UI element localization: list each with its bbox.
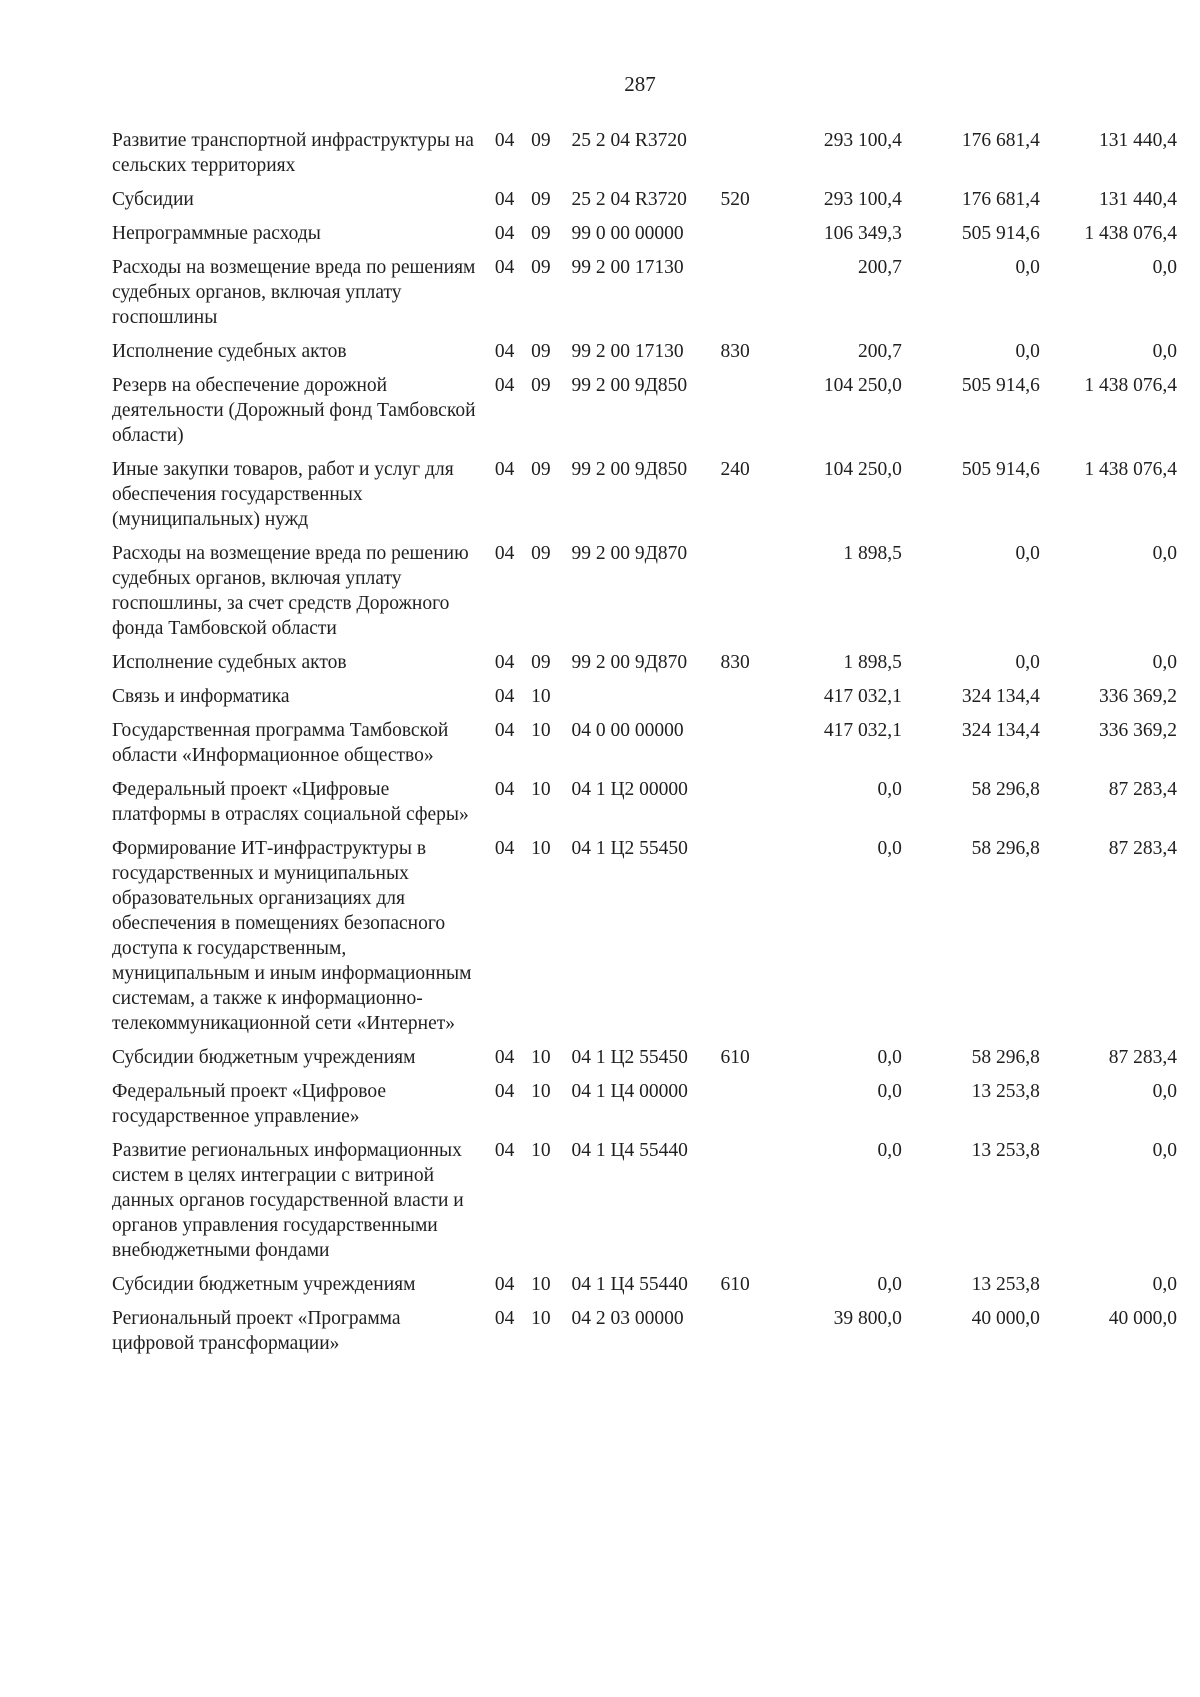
table-body [112, 128, 1177, 1365]
row-amount-year-3: 0,0 [1152, 341, 1177, 362]
row-target-article-code: 04 1 Ц2 00000 [571, 779, 688, 800]
row-target-article-code: 04 2 03 00000 [571, 1308, 684, 1329]
row-amount-year-3: 0,0 [1152, 1274, 1177, 1295]
row-name: Региональный проект «Программа цифровой трансформации» [112, 1308, 401, 1354]
row-name: Формирование ИТ-инфраструктуры в государственных и муниципальных образовательных организациях для обеспечения в помещениях безопасного доступа к государственным, муниципальным и иным информационным системам, а также к информационно-телекоммуникационной сети «Интернет» [112, 838, 472, 1034]
page-number: 287 [624, 72, 656, 96]
row-amount-year-2: 324 134,4 [961, 686, 1040, 707]
row-expense-type-code [721, 684, 769, 718]
row-amount-year-3: 87 283,4 [1108, 779, 1177, 800]
table-row [112, 128, 1177, 187]
row-expense-type-code [721, 255, 769, 339]
row-amount-year-2: 40 000,0 [971, 1308, 1040, 1329]
row-amount-year-1: 0,0 [877, 1047, 902, 1068]
row-target-article-code: 04 1 Ц4 00000 [571, 1081, 688, 1102]
row-subsection-code: 10 [531, 1308, 551, 1329]
table-row [112, 1045, 1177, 1079]
table-row [112, 836, 1177, 1045]
row-section-code: 04 [494, 1274, 515, 1295]
row-name: Расходы на возмещение вреда по решению судебных органов, включая уплату госпошлины, за счет средств Дорожного фонда Тамбовской области [112, 543, 469, 639]
row-target-article-code [571, 684, 720, 718]
row-expense-type-code [721, 1138, 769, 1272]
row-amount-year-3: 336 369,2 [1099, 686, 1177, 707]
row-section-code: 04 [494, 1081, 515, 1102]
row-expense-type-code: 610 [720, 1047, 750, 1068]
row-expense-type-code: 240 [720, 459, 750, 480]
row-subsection-code: 09 [531, 375, 551, 396]
row-subsection-code: 09 [531, 223, 551, 244]
row-target-article-code: 25 2 04 R3720 [571, 130, 687, 151]
row-section-code: 04 [494, 720, 515, 741]
row-subsection-code: 09 [531, 652, 551, 673]
row-amount-year-2: 58 296,8 [971, 838, 1040, 859]
row-amount-year-1: 104 250,0 [823, 375, 902, 396]
row-section-code: 04 [494, 223, 515, 244]
row-amount-year-1: 0,0 [877, 779, 902, 800]
row-target-article-code: 99 2 00 9Д870 [571, 652, 688, 673]
row-amount-year-1: 293 100,4 [823, 130, 902, 151]
row-target-article-code: 04 1 Ц4 55440 [571, 1274, 688, 1295]
row-section-code: 04 [494, 130, 515, 151]
row-subsection-code: 10 [531, 1274, 551, 1295]
row-amount-year-2: 0,0 [1015, 341, 1040, 362]
row-target-article-code: 25 2 04 R3720 [571, 189, 687, 210]
row-name: Связь и информатика [112, 686, 290, 707]
row-name: Иные закупки товаров, работ и услуг для обеспечения государственных (муниципальных) нужд [112, 459, 454, 530]
row-subsection-code: 09 [531, 257, 551, 278]
row-section-code: 04 [494, 1047, 515, 1068]
row-subsection-code: 10 [531, 686, 551, 707]
row-expense-type-code [721, 1079, 769, 1138]
table-row [112, 457, 1177, 541]
row-name: Субсидии бюджетным учреждениям [112, 1047, 416, 1068]
row-section-code: 04 [494, 543, 515, 564]
row-amount-year-1: 1 898,5 [843, 652, 902, 673]
row-name: Федеральный проект «Цифровые платформы в отраслях социальной сферы» [112, 779, 469, 825]
row-amount-year-1: 39 800,0 [833, 1308, 902, 1329]
table-row [112, 1272, 1177, 1306]
row-amount-year-2: 13 253,8 [971, 1140, 1040, 1161]
row-target-article-code: 99 2 00 17130 [571, 341, 684, 362]
row-target-article-code: 04 1 Ц2 55450 [571, 1047, 688, 1068]
row-target-article-code: 99 2 00 9Д850 [571, 459, 688, 480]
row-section-code: 04 [494, 779, 515, 800]
table-row [112, 373, 1177, 457]
row-subsection-code: 09 [531, 189, 551, 210]
row-expense-type-code: 520 [720, 189, 750, 210]
row-amount-year-2: 505 914,6 [961, 375, 1040, 396]
row-amount-year-2: 0,0 [1015, 257, 1040, 278]
row-expense-type-code: 830 [720, 341, 750, 362]
row-amount-year-3: 0,0 [1152, 652, 1177, 673]
row-subsection-code: 10 [531, 1081, 551, 1102]
table-row [112, 1079, 1177, 1138]
row-name: Расходы на возмещение вреда по решениям судебных органов, включая уплату госпошлины [112, 257, 476, 328]
row-amount-year-3: 0,0 [1152, 1081, 1177, 1102]
row-section-code: 04 [494, 1140, 515, 1161]
row-amount-year-3: 336 369,2 [1099, 720, 1177, 741]
row-amount-year-2: 505 914,6 [961, 223, 1040, 244]
row-amount-year-2: 58 296,8 [971, 1047, 1040, 1068]
row-amount-year-1: 0,0 [877, 1140, 902, 1161]
row-name: Развитие региональных информационных систем в целях интеграции с витриной данных органов государственной власти и органов управления государственными внебюджетными фондами [112, 1140, 464, 1261]
row-amount-year-1: 106 349,3 [823, 223, 902, 244]
row-name: Развитие транспортной инфраструктуры на сельских территориях [112, 130, 474, 176]
row-amount-year-1: 0,0 [877, 1081, 902, 1102]
table-row [112, 650, 1177, 684]
row-name: Резерв на обеспечение дорожной деятельности (Дорожный фонд Тамбовской области) [112, 375, 476, 446]
row-amount-year-1: 417 032,1 [823, 720, 902, 741]
row-amount-year-2: 505 914,6 [961, 459, 1040, 480]
row-amount-year-3: 1 438 076,4 [1084, 223, 1177, 244]
table-row [112, 718, 1177, 777]
row-amount-year-1: 1 898,5 [843, 543, 902, 564]
table-row [112, 684, 1177, 718]
row-name: Федеральный проект «Цифровое государственное управление» [112, 1081, 386, 1127]
row-expense-type-code [721, 373, 769, 457]
row-expense-type-code [721, 1306, 769, 1365]
row-amount-year-2: 13 253,8 [971, 1081, 1040, 1102]
row-subsection-code: 09 [531, 543, 551, 564]
table-row [112, 777, 1177, 836]
row-expense-type-code: 610 [720, 1274, 750, 1295]
row-section-code: 04 [494, 652, 515, 673]
row-section-code: 04 [494, 1308, 515, 1329]
table-row [112, 541, 1177, 650]
row-amount-year-3: 40 000,0 [1108, 1308, 1177, 1329]
row-name: Государственная программа Тамбовской области «Информационное общество» [112, 720, 449, 766]
row-section-code: 04 [494, 189, 515, 210]
row-target-article-code: 04 0 00 00000 [571, 720, 684, 741]
row-section-code: 04 [494, 459, 515, 480]
row-amount-year-1: 417 032,1 [823, 686, 902, 707]
row-section-code: 04 [494, 686, 515, 707]
row-amount-year-3: 131 440,4 [1099, 189, 1177, 210]
row-name: Непрограммные расходы [112, 223, 321, 244]
row-amount-year-3: 0,0 [1152, 543, 1177, 564]
row-amount-year-1: 0,0 [877, 1274, 902, 1295]
row-expense-type-code [721, 777, 769, 836]
table-row [112, 221, 1177, 255]
row-amount-year-3: 0,0 [1152, 257, 1177, 278]
table-row [112, 339, 1177, 373]
row-amount-year-2: 13 253,8 [971, 1274, 1040, 1295]
budget-table [112, 128, 1177, 1365]
row-section-code: 04 [494, 375, 515, 396]
row-target-article-code: 99 0 00 00000 [571, 223, 684, 244]
row-subsection-code: 10 [531, 1047, 551, 1068]
row-name: Субсидии [112, 189, 194, 210]
table-row [112, 1138, 1177, 1272]
row-amount-year-2: 58 296,8 [971, 779, 1040, 800]
row-section-code: 04 [494, 257, 515, 278]
row-target-article-code: 99 2 00 9Д850 [571, 375, 688, 396]
row-expense-type-code [721, 718, 769, 777]
row-subsection-code: 09 [531, 459, 551, 480]
table-row [112, 255, 1177, 339]
row-amount-year-3: 0,0 [1152, 1140, 1177, 1161]
row-expense-type-code [721, 221, 769, 255]
row-subsection-code: 10 [531, 779, 551, 800]
row-amount-year-1: 200,7 [858, 257, 902, 278]
row-expense-type-code: 830 [720, 652, 750, 673]
row-target-article-code: 99 2 00 9Д870 [571, 543, 688, 564]
row-amount-year-1: 200,7 [858, 341, 902, 362]
row-amount-year-2: 0,0 [1015, 543, 1040, 564]
row-target-article-code: 04 1 Ц4 55440 [571, 1140, 688, 1161]
row-target-article-code: 99 2 00 17130 [571, 257, 684, 278]
row-expense-type-code [721, 541, 769, 650]
table-row [112, 1306, 1177, 1365]
row-amount-year-1: 293 100,4 [823, 189, 902, 210]
row-amount-year-3: 87 283,4 [1108, 1047, 1177, 1068]
row-subsection-code: 09 [531, 130, 551, 151]
table-row [112, 187, 1177, 221]
row-amount-year-3: 87 283,4 [1108, 838, 1177, 859]
row-amount-year-3: 131 440,4 [1099, 130, 1177, 151]
row-section-code: 04 [494, 341, 515, 362]
row-subsection-code: 10 [531, 720, 551, 741]
row-subsection-code: 10 [531, 838, 551, 859]
row-amount-year-1: 104 250,0 [823, 459, 902, 480]
row-amount-year-2: 176 681,4 [961, 189, 1040, 210]
row-name: Исполнение судебных актов [112, 341, 347, 362]
row-amount-year-2: 176 681,4 [961, 130, 1040, 151]
row-name: Исполнение судебных актов [112, 652, 347, 673]
row-subsection-code: 09 [531, 341, 551, 362]
row-amount-year-3: 1 438 076,4 [1084, 459, 1177, 480]
row-amount-year-1: 0,0 [877, 838, 902, 859]
row-expense-type-code [721, 128, 769, 187]
row-target-article-code: 04 1 Ц2 55450 [571, 838, 688, 859]
row-name: Субсидии бюджетным учреждениям [112, 1274, 416, 1295]
row-amount-year-2: 0,0 [1015, 652, 1040, 673]
row-amount-year-2: 324 134,4 [961, 720, 1040, 741]
row-amount-year-3: 1 438 076,4 [1084, 375, 1177, 396]
row-expense-type-code [721, 836, 769, 1045]
row-subsection-code: 10 [531, 1140, 551, 1161]
row-section-code: 04 [494, 838, 515, 859]
